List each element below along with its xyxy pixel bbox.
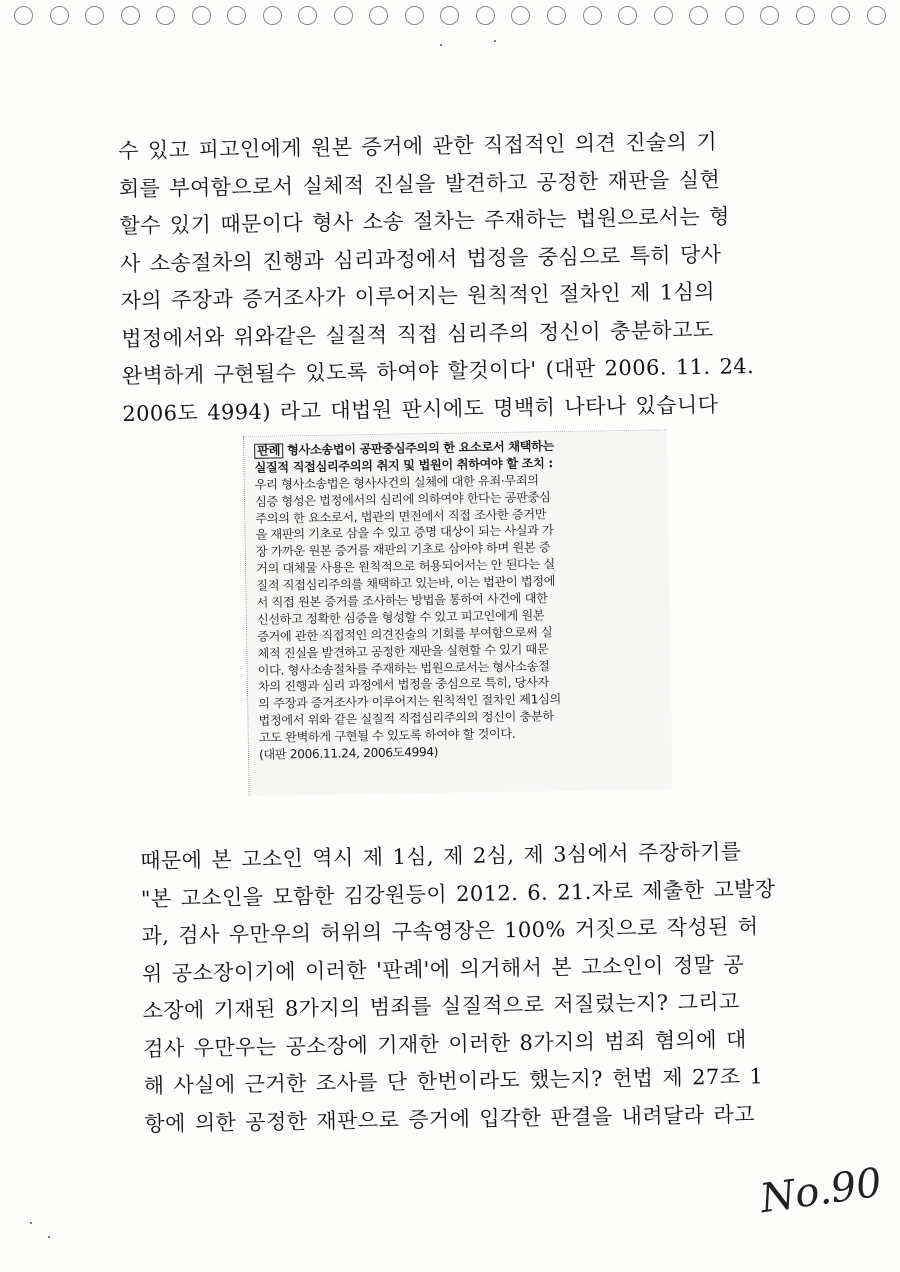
text-line: 회를 부여함으로서 실체적 진실을 발견하고 공정한 재판을 실현 (118, 167, 721, 201)
precedent-clipping (243, 429, 673, 796)
text-line: 완벽하게 구현될수 있도록 하여야 할것이다' (대판 2006. 11. 24. (121, 354, 755, 388)
text-line: 해 사실에 근거한 조사를 단 한번이라도 했는지? 헌법 제 27조 1 (143, 1064, 764, 1098)
clipping-line: 차의 진행과 심리 과정에서 법정을 중심으로 특히, 당사자 (257, 675, 549, 695)
text-line: 위 공소장이기에 이러한 '판례'에 의거해서 본 고소인이 정말 공 (141, 952, 745, 986)
binder-hole (192, 6, 211, 25)
text-line: 법정에서와 위와같은 실질적 직접 심리주의 정신이 충분하고도 (121, 317, 714, 351)
scan-speck (494, 40, 496, 42)
binder-hole (831, 6, 850, 25)
clipping-citation: (대판 2006.11.24, 2006도4994) (258, 745, 439, 762)
clipping-heading-first: 형사소송법이 공판중심주의의 한 요소로서 채택하는 (286, 439, 555, 458)
text-line: 검사 우만우는 공소장에 기재한 이러한 8가지의 범죄 혐의에 대 (143, 1026, 747, 1061)
clipping-line: 서 직접 원본 증거를 조사하는 방법을 통하여 사건에 대한 (256, 591, 548, 610)
text-line: 수 있고 피고인에게 원본 증거에 관한 직접적인 의견 진술의 기 (118, 129, 718, 163)
clipping-line: 증거에 관한 직접적인 의견진술의 기회를 부여함으로써 실 (257, 624, 553, 644)
clipping-line: 법정에서 위와 같은 실질적 직접심리주의의 정신이 충분하 (258, 709, 554, 729)
binder-hole (334, 6, 353, 25)
binder-hole (440, 6, 459, 25)
clipping-line: 주의의 한 요소로서, 법관의 면전에서 직접 조사한 증거만 (255, 506, 547, 526)
scan-speck (30, 1222, 32, 1224)
clipping-line: 신선하고 정확한 심증을 형성할 수 있고 피고인에게 원본 (256, 608, 545, 627)
body-paragraph-top (118, 123, 755, 433)
binder-hole (725, 6, 744, 25)
binder-hole (583, 6, 602, 25)
binder-hole (14, 6, 33, 25)
binder-hole (618, 6, 637, 25)
binder-hole (121, 6, 140, 25)
clipping-line: 의 주장과 증거조사가 이루어지는 원칙적인 절차인 제1심의 (258, 692, 561, 712)
text-line: 할수 있기 때문이다 형사 소송 절차는 주재하는 법원으로서는 형 (119, 204, 731, 238)
precedent-tag: 판례 (254, 443, 283, 458)
handwritten-page-number: No.90 (757, 1159, 885, 1223)
binder-hole (547, 6, 566, 25)
text-line: 소장에 기재된 8가지의 범죄를 실질적으로 저질렀는지? 그리고 (142, 989, 740, 1023)
binder-hole (50, 6, 69, 25)
scan-speck (440, 44, 442, 46)
clipping-line: 을 재판의 기초로 삼을 수 있고 증명 대상이 되는 사실과 가 (255, 523, 554, 543)
body-paragraph-bottom (140, 833, 779, 1143)
binder-hole (227, 6, 246, 25)
text-line: 항에 의한 공정한 재판으로 증거에 입각한 판결을 내려달라 라고 (144, 1101, 755, 1136)
binder-hole (511, 6, 530, 25)
text-line: 자의 주장과 증거조사가 이루어지는 원칙적인 절차인 제 1심의 (120, 279, 716, 313)
binder-hole (867, 6, 886, 25)
clipping-line: 고도 완벽하게 구현될 수 있도록 하여야 할 것이다. (258, 726, 516, 745)
binder-hole (760, 6, 779, 25)
text-line: "본 고소인을 모함한 김강원등이 2012. 6. 21.자로 제출한 고발장 (140, 876, 776, 911)
clipping-line: 이다. 형사소송절차를 주재하는 법원으로서는 형사소송절 (257, 658, 550, 678)
clipping-line: 심증 형성은 법정에서의 심리에 의하여야 한다는 공판중심 (254, 489, 551, 509)
binder-hole (263, 6, 282, 25)
clipping-line: 체적 진실을 발견하고 공정한 재판을 실현할 수 있기 때문 (257, 641, 549, 661)
clipping-line: 장 가까운 원본 증거를 재판의 기초로 삼아야 하며 원본 증 (255, 540, 551, 560)
binder-hole (654, 6, 673, 25)
binder-hole (405, 6, 424, 25)
binder-hole (476, 6, 495, 25)
binder-hole (85, 6, 104, 25)
binder-hole (689, 6, 708, 25)
clipping-line: 우리 형사소송법은 형사사건의 실체에 대한 유죄·무죄의 (254, 473, 539, 492)
scan-speck (48, 1236, 50, 1238)
binder-hole (796, 6, 815, 25)
text-line: 2006도 4994) 라고 대법원 판시에도 명백히 나타나 있습니다 (122, 392, 719, 426)
text-line: 사 소송절차의 진행과 심리과정에서 법정을 중심으로 특히 당사 (119, 242, 722, 276)
clipping-line: 거의 대체물 사용은 원칙적으로 허용되어서는 안 된다는 실 (255, 557, 555, 577)
text-line: 과, 검사 우만우의 허위의 구속영장은 100% 거짓으로 작성된 허 (141, 914, 759, 948)
binder-hole (369, 6, 388, 25)
text-line: 때문에 본 고소인 역시 제 1심, 제 2심, 제 3심에서 주장하기를 (140, 839, 742, 873)
binder-hole (298, 6, 317, 25)
clipping-heading-second: 실질적 직접심리주의의 취지 및 법원이 취하여야 할 조치 : (254, 456, 553, 475)
binder-holes (0, 6, 900, 30)
binder-hole (156, 6, 175, 25)
clipping-line: 질적 직접심리주의를 채택하고 있는바, 이는 법관이 법정에 (256, 574, 556, 593)
